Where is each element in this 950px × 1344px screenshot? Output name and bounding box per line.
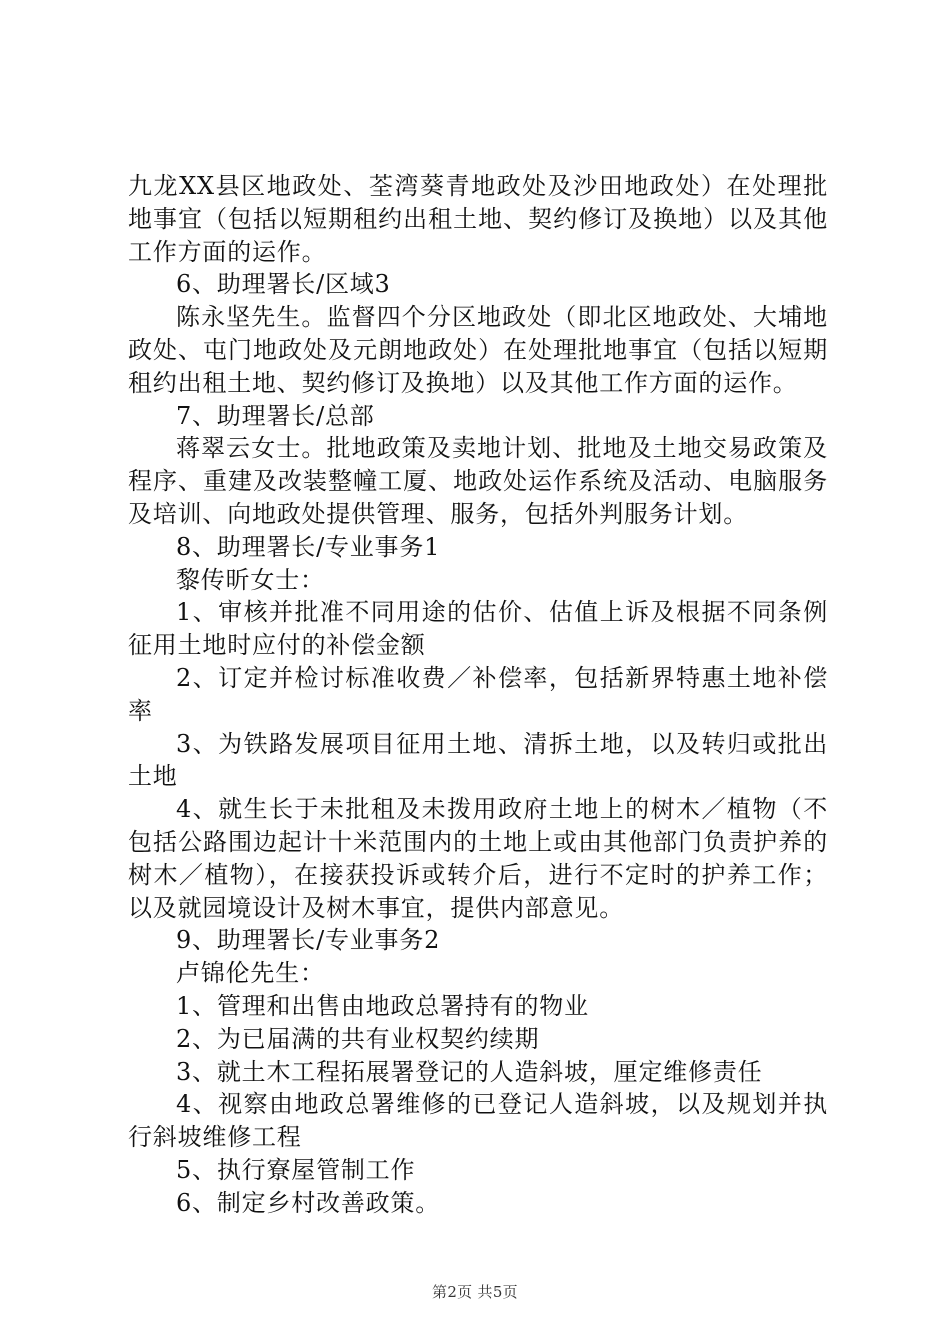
- list-item: 2、订定并检讨标准收费／补偿率，包括新界特惠土地补偿率: [128, 663, 828, 725]
- list-item: 3、为铁路发展项目征用土地、清拆土地，以及转归或批出土地: [128, 729, 828, 791]
- paragraph-section-7: 蒋翠云女士。批地政策及卖地计划、批地及土地交易政策及程序、重建及改装整幢工厦、地政处运作系统及活动、电脑服务及培训、向地政处提供管理、服务，包括外判服务计划。: [128, 434, 828, 528]
- page-number-label: 第2页 共5页: [432, 1283, 518, 1301]
- list-item: 3、就土木工程拓展署登记的人造斜坡，厘定维修责任: [176, 1057, 763, 1086]
- person-name-section-9: 卢锦伦先生：: [176, 959, 325, 988]
- list-item: 1、审核并批准不同用途的估价、估值上诉及根据不同条例征用土地时应付的补偿金额: [128, 598, 828, 660]
- list-item: 1、管理和出售由地政总署持有的物业: [176, 991, 589, 1020]
- paragraph-section-6: 陈永坚先生。监督四个分区地政处（即北区地政处、大埔地政处、屯门地政处及元朗地政处）在处理批地事宜（包括以短期租约出租土地、契约修订及换地）以及其他工作方面的运作。: [128, 303, 828, 397]
- list-item: 2、为已届满的共有业权契约续期: [176, 1024, 540, 1053]
- list-item: 4、视察由地政总署维修的已登记人造斜坡，以及规划并执行斜坡维修工程: [128, 1090, 828, 1152]
- list-item: 5、执行寮屋管制工作: [176, 1155, 416, 1184]
- page-footer: [0, 1282, 950, 1302]
- person-name-section-8: 黎传昕女士：: [176, 565, 325, 594]
- section-heading-9: 9、助理署长/专业事务2: [176, 926, 441, 955]
- section-heading-7: 7、助理署长/总部: [176, 401, 375, 430]
- list-item: 6、制定乡村改善政策。: [176, 1188, 441, 1217]
- list-item: 4、就生长于未批租及未拨用政府土地上的树木／植物（不包括公路围边起计十米范围内的土地上或由其他部门负责护养的树木／植物），在接获投诉或转介后，进行不定时的护养工作；以及就园境设计及树木事宜，提供内部意见。: [128, 795, 828, 922]
- section-heading-8: 8、助理署长/专业事务1: [176, 532, 441, 561]
- paragraph-continuation: 九龙XX县区地政处、荃湾葵青地政处及沙田地政处）在处理批地事宜（包括以短期租约出租土地、契约修订及换地）以及其他工作方面的运作。: [128, 172, 828, 266]
- document-body: [128, 170, 828, 1220]
- section-heading-6: 6、助理署长/区域3: [176, 270, 391, 299]
